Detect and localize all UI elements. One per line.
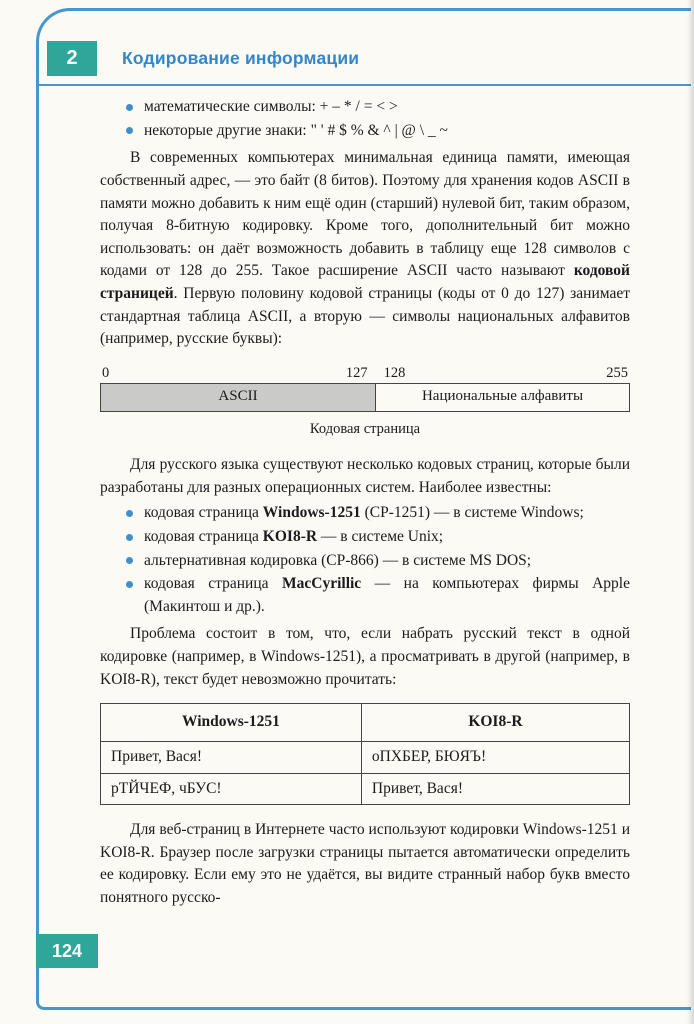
text-run: кодовая страница — [144, 504, 263, 522]
code-page-bar — [100, 383, 630, 412]
scale-label-127: 127 — [345, 364, 368, 381]
paragraph-codepages-intro — [100, 454, 630, 499]
table-cell: оПХБЕР, БЮЯЪ! — [361, 741, 629, 773]
list-item — [124, 120, 630, 143]
list-item-text — [144, 504, 584, 521]
code-scale — [100, 363, 630, 383]
list-item-text — [144, 552, 531, 569]
page-header — [47, 41, 359, 76]
national-alphabets-cell: Национальные алфавиты — [376, 384, 629, 411]
bullet-icon — [126, 127, 133, 134]
table-header-windows1251: Windows-1251 — [101, 704, 362, 742]
scale-label-128: 128 — [383, 364, 406, 381]
paragraph-problem — [100, 623, 630, 691]
ascii-cell: ASCII — [101, 384, 376, 411]
bold-text-run: Windows-1251 — [262, 504, 361, 522]
text-run: В современных компьютерах минимальная единица памяти, имеющая собственный адрес, — это байт (8 битов). Поэтому для хранения кодов ASCII в памяти можно добавить к ним ещё один (старший) нулевой бит, таким образом, получая 8-битную кодировку. Кроме того, дополнительный бит можно использовать: он даёт возможность добавить в таблицу еще 128 символов с кодами от 128 до 255. Такое расширение ASCII часто называют — [100, 149, 630, 280]
list-item-text — [144, 98, 398, 115]
bullet-icon — [126, 581, 133, 588]
code-page-diagram — [100, 363, 630, 440]
text-run: Для русского языка существуют несколько кодовых страниц, которые были разработаны для разных операционных систем. Наиболее известны: — [100, 456, 630, 496]
text-run: — в системе Unix; — [317, 527, 444, 545]
bullet-icon — [126, 104, 133, 111]
list-item — [124, 96, 630, 119]
page-number-badge — [36, 934, 98, 968]
table-row — [101, 773, 630, 805]
text-run: Проблема состоит в том, что, если набрать русский текст в одной кодировке (например, в Windows-1251), а просматривать в другой (например, в KOI8-R), текст будет невозможно прочитать: — [100, 625, 630, 688]
list-item-text — [144, 575, 630, 615]
page-number: 124 — [51, 940, 83, 961]
bold-text-run: KOI8-R — [262, 527, 318, 545]
codepages-list — [100, 502, 630, 618]
page-content — [100, 95, 630, 913]
table-cell: Привет, Вася! — [101, 741, 362, 773]
list-item-text — [144, 122, 448, 139]
scale-label-0: 0 — [102, 364, 110, 381]
symbol-examples-list — [100, 96, 630, 142]
list-item — [124, 526, 630, 549]
text-run: кодовая страница — [144, 575, 282, 593]
paragraph-web-encodings — [100, 819, 630, 910]
bullet-icon — [126, 534, 133, 541]
bold-text-run: MacCyrillic — [282, 575, 362, 593]
scale-label-255: 255 — [606, 364, 628, 381]
paragraph-byte-codepage — [100, 147, 630, 351]
list-item-text — [144, 528, 443, 545]
table-header-koi8r: KOI8-R — [361, 704, 629, 742]
table-cell: Привет, Вася! — [361, 773, 629, 805]
text-run: — на компьютерах фирмы Apple (Макинтош и др.). — [144, 575, 630, 615]
list-item — [124, 550, 630, 573]
chapter-number: 2 — [66, 47, 78, 69]
list-item — [124, 502, 630, 525]
text-run: альтернативная кодировка (CP-866) — в системе MS DOS; — [144, 551, 532, 569]
list-item — [124, 573, 630, 618]
diagram-caption: Кодовая страница — [309, 420, 421, 437]
text-run: Для веб-страниц в Интернете часто используют кодировки Windows-1251 и KOI8-R. Браузер после загрузки страницы пытается автоматически определить ее кодировку. Если ему это не удаётся, вы видите странный набор букв вместо понятного русско- — [100, 821, 630, 907]
table-row — [101, 741, 630, 773]
bullet-icon — [126, 510, 133, 517]
text-run: кодовая страница — [144, 527, 263, 545]
chapter-number-badge — [47, 41, 97, 76]
text-run: некоторые другие знаки: " ' # $ % & ^ | @ \ _ ~ — [144, 121, 448, 139]
header-rule — [39, 84, 691, 86]
bullet-icon — [126, 557, 133, 564]
text-run: математические символы: + – * / = < > — [144, 98, 398, 115]
text-run: (CP-1251) — в системе Windows; — [360, 504, 584, 522]
encoding-comparison-table — [100, 703, 630, 805]
text-run: . Первую половину кодовой страницы (коды от 0 до 127) занимает стандартная таблица ASCII, а вторую — символы национальных алфавитов (например, русские буквы): — [100, 285, 630, 348]
chapter-title: Кодирование информации — [122, 48, 360, 68]
table-cell: рТЙЧЕФ, чБУС! — [101, 773, 362, 805]
table-header-row — [101, 704, 630, 742]
bold-text-run: кодовой страницей — [100, 262, 630, 302]
